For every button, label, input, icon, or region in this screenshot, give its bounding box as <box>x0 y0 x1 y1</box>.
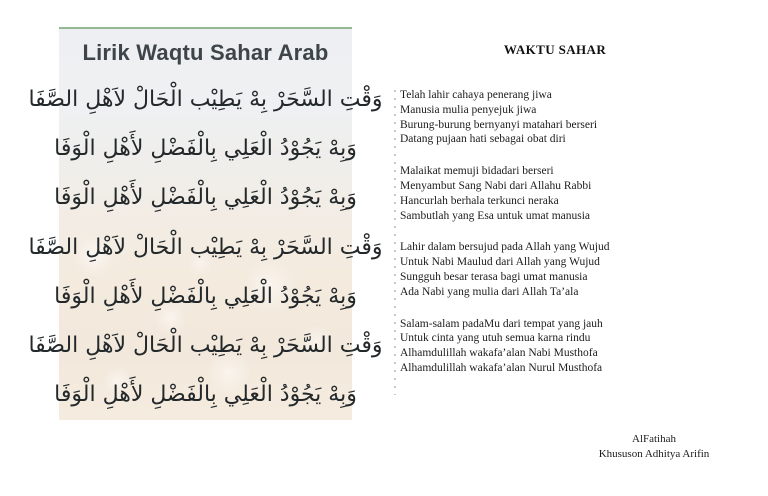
lyric-line: Sungguh besar terasa bagi umat manusia <box>400 270 588 283</box>
watermark-dashes <box>394 90 396 395</box>
lyric-line: Hancurlah berhala terkunci neraka <box>400 194 559 207</box>
arabic-lines-block <box>28 75 383 419</box>
stanza-4 <box>400 317 700 376</box>
arabic-line: وَبِهْ يَجُوْدُ الْعَلِي بِالْفَضْلِ لأَهْلِ الْوَفَا <box>54 136 357 162</box>
attribution-block <box>544 432 764 461</box>
lyric-line: Sambutlah yang Esa untuk umat manusia <box>400 209 591 222</box>
attribution-line: AlFatihah <box>632 433 676 445</box>
arabic-line: وَبِهْ يَجُوْدُ الْعَلِي بِالْفَضْلِ لأَهْلِ الْوَفَا <box>54 283 357 309</box>
arabic-line: وَبِهْ يَجُوْدُ الْعَلِي بِالْفَضْلِ لأَهْلِ الْوَفَا <box>54 185 357 211</box>
lyric-card-title: Lirik Waqtu Sahar Arab <box>82 40 329 65</box>
lyric-line: Datang pujaan hati sebagai obat diri <box>400 133 566 146</box>
sheet-title: WAKTU SAHAR <box>503 42 607 57</box>
lyric-line: Malaikat memuji bidadari berseri <box>400 165 554 178</box>
lyric-line: Untuk Nabi Maulud dari Allah yang Wujud <box>400 256 600 269</box>
stanza-2 <box>400 164 700 223</box>
stanza-3 <box>400 240 700 299</box>
lyric-line: Menyambut Sang Nabi dari Allahu Rabbi <box>400 179 592 192</box>
lyric-line: Burung-burung bernyanyi matahari berseri <box>400 118 598 131</box>
lyric-line: Manusia mulia penyejuk jiwa <box>400 103 537 116</box>
arabic-lyric-card <box>28 27 383 420</box>
lyrics-stanzas <box>400 88 700 393</box>
lyric-line: Ada Nabi yang mulia dari Allah Ta’ala <box>400 285 579 298</box>
lyric-line: Untuk cinta yang utuh semua karna rindu <box>400 332 591 345</box>
lyric-line: Alhamdulillah wakafa’alan Nurul Musthofa <box>400 361 603 374</box>
arabic-line: وَبِهْ يَجُوْدُ الْعَلِي بِالْفَضْلِ لأَهْلِ الْوَفَا <box>54 382 357 408</box>
lyric-line: Telah lahir cahaya penerang jiwa <box>400 89 552 101</box>
arabic-line: وَقْتِ السَّحَرْ بِهْ يَطِيْب الْحَالْ لاَهْلِ الصَّفَا <box>28 333 383 359</box>
lyric-line: Alhamdulillah wakafa’alan Nabi Musthofa <box>400 347 598 360</box>
arabic-line: وَقْتِ السَّحَرْ بِهْ يَطِيْب الْحَالْ لاَهْلِ الصَّفَا <box>28 87 383 113</box>
stanza-1 <box>400 88 700 147</box>
attribution-line: Khususon Adhitya Arifin <box>598 447 710 460</box>
lyric-line: Lahir dalam bersujud pada Allah yang Wujud <box>400 241 610 254</box>
arabic-line: وَقْتِ السَّحَرْ بِهْ يَطِيْب الْحَالْ لاَهْلِ الصَّفَا <box>28 234 383 260</box>
lyric-line: Salam-salam padaMu dari tempat yang jauh <box>400 317 603 330</box>
